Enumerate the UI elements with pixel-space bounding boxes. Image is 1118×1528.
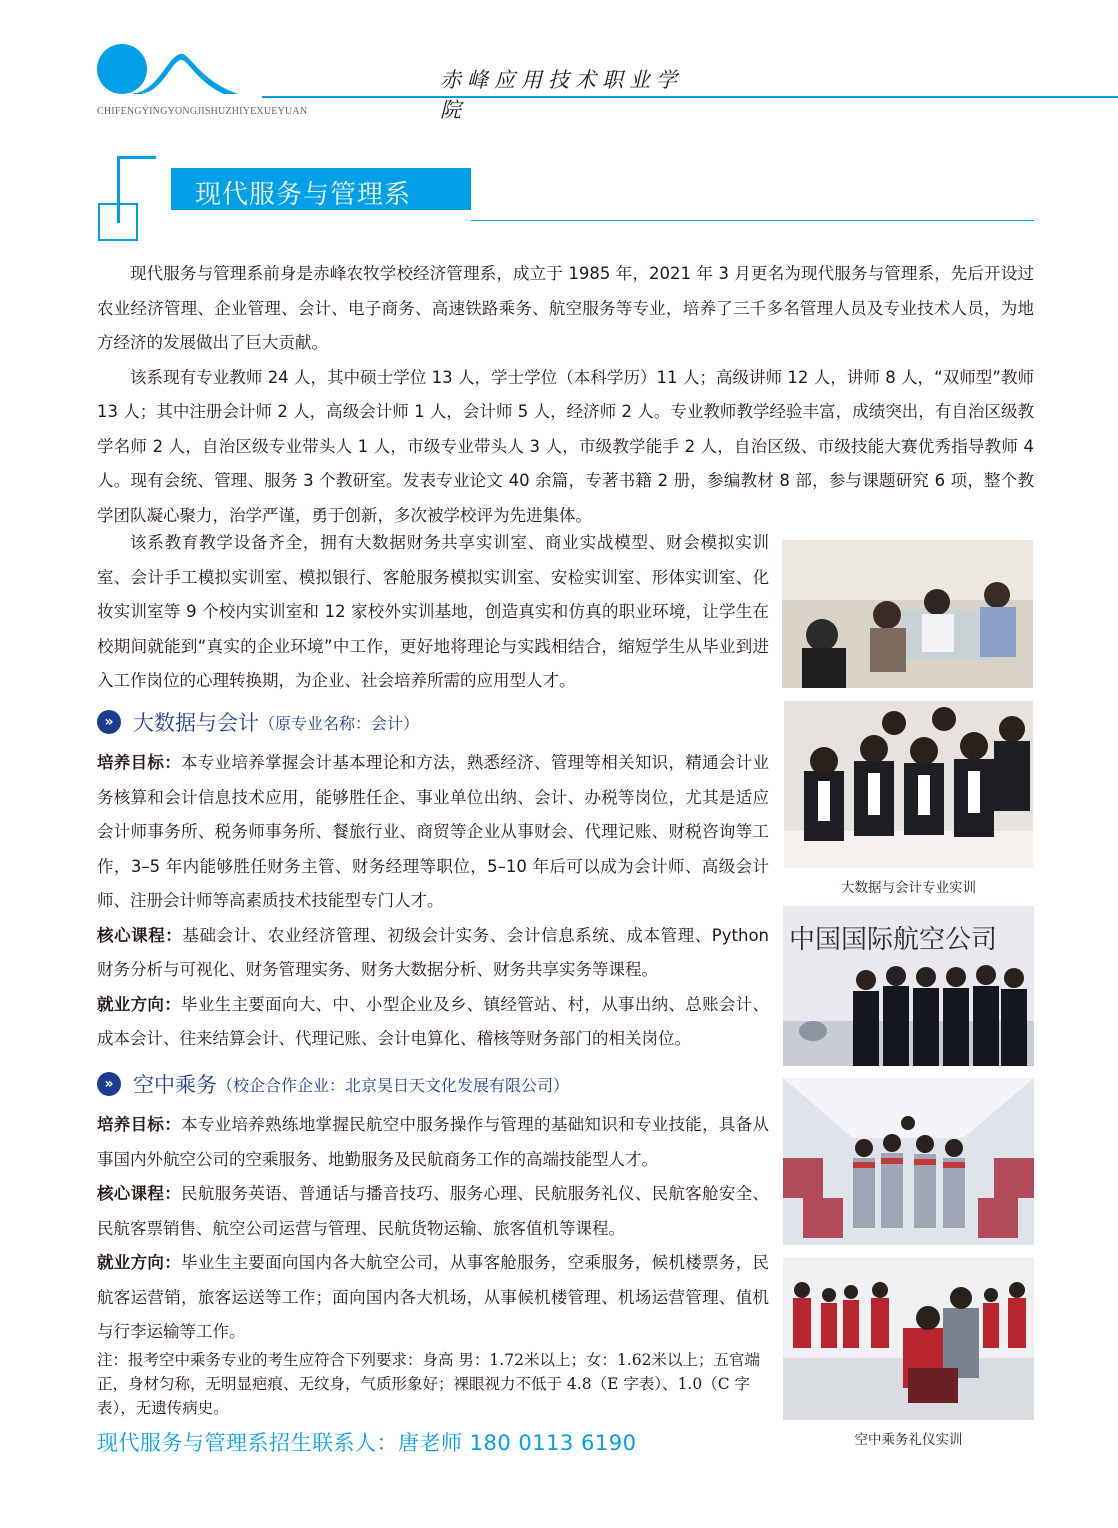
photo-etiquette-training: [783, 1258, 1034, 1420]
section-title: 现代服务与管理系: [195, 180, 412, 210]
major-heading: [97, 707, 769, 737]
plane-lettering: 中国国际航空公司: [789, 925, 998, 955]
career-label: 就业方向：: [97, 994, 182, 1014]
major-heading: [97, 1069, 769, 1099]
school-name-calligraphy: 赤峰应用技术职业学院: [440, 68, 683, 122]
intro-paragraph-3: 该系教育教学设备齐全，拥有大数据财务共享实训室、商业实战模型、财会模拟实训室、会计手工模拟实训室、模拟银行、客舱服务模拟实训室、安检实训室、形体实训室、化妆实训室等 9 个校内实训室和 12 家校外实训基地，创造真实和仿真的职业环境，让学生在校期间就能到“真实的企业环境”中工作，更好地将理论与实践相结合，缩短学生从毕业到进入工作岗位的心理转换期，为企业、社会培养所需的应用型人才。: [97, 533, 769, 690]
photo-caption-accounting: 大数据与会计专业实训: [841, 880, 976, 896]
double-chevron-right-icon: »: [97, 710, 121, 734]
double-chevron-right-icon: »: [97, 1072, 121, 1096]
photo-accounting-training: [784, 701, 1033, 868]
goal-text: 本专业培养熟练地掌握民航空中服务操作与管理的基础知识和专业技能，具备从事国内外航空公司的空乘服务、地勤服务及民航商务工作的高端技能型人才。: [97, 1115, 770, 1169]
intro-paragraph-2: 该系现有专业教师 24 人，其中硕士学位 13 人，学士学位（本科学历）11 人；高级讲师 12 人，讲师 8 人，“双师型”教师 13 人；其中注册会计师 2 人，高级会计师 1 人，会计师 5 人，经济师 2 人。专业教师教学经验丰富，成绩突出，有自治区级教学名师 2 人，自治区级专业带头人 1 人，市级专业带头人 3 人，市级教学能手 2 人，自治区级、市级技能大赛优秀指导教师 4 人。现有会统、管理、服务 3 个教研室。发表专业论文 40 余篇，专著书籍 2 册，参编教材 8 部，参与课题研究 6 项，整个教学团队凝心聚力，治学严谨，勇于创新，多次被学校评为先进集体。: [97, 367, 1034, 525]
career-text: 毕业生主要面向国内各大航空公司，从事客舱服务，空乘服务，候机楼票务，民航客运营销，旅客运送等工作；面向国内各大机场，从事候机楼管理、机场运营管理、值机与行李运输等工作。: [97, 1253, 770, 1341]
major-subtitle: （校企合作企业：北京昊日天文化发展有限公司）: [217, 1075, 570, 1095]
major-career: [97, 988, 769, 1057]
courses-label: 核心课程：: [97, 925, 183, 945]
title-rule: [471, 220, 1034, 221]
major-flight-attendant: [97, 1069, 769, 1350]
intro-paragraph-1: 现代服务与管理系前身是赤峰农牧学校经济管理系，成立于 1985 年，2021 年 3 月更名为现代服务与管理系，先后开设过农业经济管理、企业管理、会计、电子商务、高速铁路乘务、航空服务等专业，培养了三千多名管理人员及专业技术人员，为地方经济的发展做出了巨大贡献。: [97, 264, 1034, 352]
intro-narrow: [97, 526, 769, 699]
major-accounting: [97, 707, 769, 1057]
major-goal: [97, 1108, 769, 1177]
goal-label: 培养目标：: [97, 1115, 182, 1134]
photo-airline-uniform: [783, 906, 1034, 1066]
goal-label: 培养目标：: [97, 753, 182, 772]
goal-text: 本专业培养掌握会计基本理论和方法，熟悉经济、管理等相关知识，精通会计业务核算和会计信息技术应用，能够胜任企、事业单位出纳、会计、办税等岗位，尤其是适应会计师事务所、税务师事务所、餐旅行业、商贸等企业从事财会、代理记账、财税咨询等工作，3–5 年内能够胜任财务主管、财务经理等职位，5–10 年后可以成为会计师、高级会计师、注册会计师等高素质技术技能型专门人才。: [97, 753, 770, 910]
major-name: 大数据与会计: [133, 711, 259, 735]
photo-caption-cabin: 空中乘务礼仪实训: [854, 1432, 963, 1448]
intro-full-width: [97, 257, 1034, 533]
photo-cabin-crew: [783, 1078, 1034, 1245]
major-career: [97, 1246, 769, 1350]
major-subtitle: （原专业名称：会计）: [259, 713, 420, 733]
admission-note: 注：报考空中乘务专业的考生应符合下列要求：身高 男：1.72米以上；女：1.62米以上；五官端正，身材匀称，无明显疤痕、无纹身，气质形象好；裸眼视力不低于 4.8（E 字表）、1.0（C 字表），无遗传病史。: [97, 1351, 760, 1417]
contact-line: 现代服务与管理系招生联系人：唐老师 180 0113 6190: [97, 1431, 637, 1455]
major-courses: [97, 1177, 769, 1246]
major-goal: [97, 746, 769, 919]
courses-text: 基础会计、农业经济管理、初级会计实务、会计信息系统、成本管理、Python 财务分析与可视化、财务管理实务、财务大数据分析、财务共享实务等课程。: [97, 925, 769, 979]
title-decoration-square: [98, 203, 138, 241]
school-name-pinyin: CHIFENGYINGYONGJISHUZHIYEXUEYUAN: [97, 106, 308, 117]
courses-label: 核心课程：: [97, 1184, 182, 1203]
career-text: 毕业生主要面向大、中、小型企业及乡、镇经管站、村，从事出纳、总账会计、成本会计、往来结算会计、代理记账、会计电算化、稽核等财务部门的相关岗位。: [97, 994, 770, 1048]
career-label: 就业方向：: [97, 1253, 182, 1272]
logo-swoosh-icon: [128, 50, 238, 98]
photo-classroom-training: [782, 540, 1033, 688]
major-courses: [97, 919, 769, 988]
major-name: 空中乘务: [133, 1073, 217, 1097]
courses-text: 民航服务英语、普通话与播音技巧、服务心理、民航服务礼仪、民航客舱安全、民航客票销售、航空公司运营与管理、民航货物运输、旅客值机等课程。: [97, 1184, 770, 1238]
